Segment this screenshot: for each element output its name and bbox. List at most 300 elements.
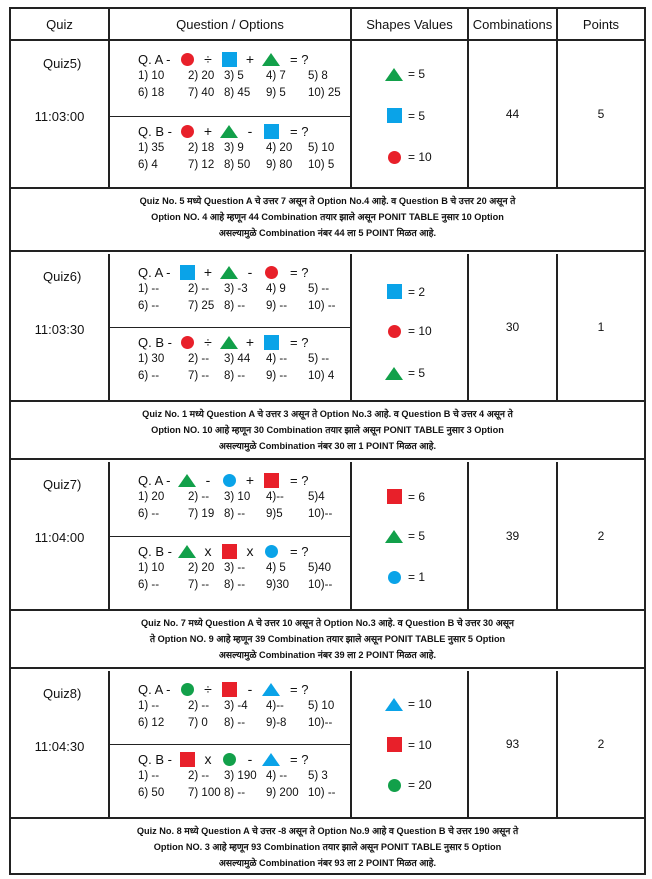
- shape-value-label: = 5: [408, 366, 426, 380]
- equals-question: = ?: [290, 51, 309, 67]
- option-item: 9)30: [266, 579, 290, 591]
- green-triangle-icon: [385, 367, 403, 380]
- shape-value: [384, 737, 432, 752]
- red-square-icon: [387, 489, 402, 504]
- option-item: 7) 25: [188, 300, 215, 312]
- expression-shape: [218, 682, 240, 697]
- shape-value-icon-wrap: [384, 68, 404, 81]
- question-b: [138, 121, 350, 175]
- note-line: असल्यामुळे Combination नंबर 30 ला 1 POINT मिळत आहे.: [218, 441, 437, 451]
- explanation-note: [11, 189, 644, 252]
- option-item: 2) --: [188, 283, 210, 295]
- question-b: [138, 332, 350, 386]
- blue-square-icon: [264, 335, 279, 350]
- shape-value: [384, 570, 425, 584]
- shape-value-label: = 1: [408, 570, 426, 584]
- question-divider: [110, 327, 350, 328]
- red-square-icon: [264, 473, 279, 488]
- shape-value-icon-wrap: [384, 779, 404, 792]
- option-item: 3) -3: [224, 283, 248, 295]
- blue-square-icon: [264, 124, 279, 139]
- option-item: 3) -4: [224, 700, 248, 712]
- expression-shape: [176, 336, 198, 349]
- combination-value: 44: [469, 41, 558, 187]
- question-label: Q. A -: [138, 681, 171, 697]
- option-item: 6) --: [138, 508, 160, 520]
- explanation-note: [11, 611, 644, 669]
- option-item: 3) --: [224, 562, 246, 574]
- option-item: 9)5: [266, 508, 283, 520]
- points-value: 1: [597, 320, 605, 334]
- option-item: 1) 10: [138, 70, 165, 82]
- options-row: [138, 158, 350, 175]
- option-item: 5) 8: [308, 70, 328, 82]
- operator: +: [245, 51, 255, 67]
- header-shapes-values: Shapes Values: [352, 9, 469, 39]
- options-row: [138, 699, 350, 716]
- option-item: 4) 20: [266, 142, 293, 154]
- quiz-time: 11:04:30: [34, 739, 85, 754]
- note-line: ते Option NO. 9 आहे म्हणून 39 Combination तयार झाले असून PONIT TABLE नुसार 5 Option: [149, 634, 506, 644]
- question-divider: [110, 744, 350, 745]
- header-combinations: Combinations: [469, 9, 558, 39]
- shape-value: [384, 67, 425, 81]
- shape-value: [384, 150, 432, 164]
- blue-triangle-icon: [262, 683, 280, 696]
- option-item: 5) 10: [308, 142, 335, 154]
- question-b: [138, 541, 350, 595]
- note-line: असल्यामुळे Combination नंबर 93 ला 2 POINT मिळत आहे.: [218, 858, 437, 868]
- option-item: 10) --: [308, 300, 336, 312]
- header-points: Points: [582, 16, 620, 32]
- red-circle-icon: [181, 53, 194, 66]
- operator: -: [247, 123, 253, 139]
- options-row: [138, 141, 350, 158]
- expression-shape: [260, 124, 282, 139]
- note-line: Option NO. 3 आहे म्हणून 93 Combination तयार झाले असून PONIT TABLE नुसार 5 Option: [153, 842, 502, 852]
- operator: -: [247, 264, 253, 280]
- option-item: 8) 45: [224, 87, 251, 99]
- expression-shape: [218, 474, 240, 487]
- points-value: 2: [597, 737, 605, 751]
- red-square-icon: [180, 752, 195, 767]
- options-row: [138, 786, 350, 803]
- expression-shape: [218, 266, 240, 279]
- expression-shape: [176, 125, 198, 138]
- operator: +: [203, 264, 213, 280]
- option-item: 9) --: [266, 300, 288, 312]
- expression-shape: [260, 753, 282, 766]
- expression-shape: [260, 473, 282, 488]
- option-item: 6) 12: [138, 717, 165, 729]
- expression-shape: [176, 545, 198, 558]
- question-divider: [110, 116, 350, 117]
- operator: -: [247, 681, 253, 697]
- question-expression: [176, 751, 282, 767]
- shape-value: [384, 366, 425, 380]
- shape-value-label: = 2: [408, 284, 426, 299]
- question-label: Q. A -: [138, 472, 171, 488]
- equals-question: = ?: [290, 334, 309, 350]
- options-row: [138, 769, 350, 786]
- option-item: 6) 4: [138, 159, 158, 171]
- shapes-values-cell: [352, 671, 469, 817]
- red-circle-icon: [388, 325, 401, 338]
- option-item: 7) 0: [188, 717, 208, 729]
- expression-shape: [176, 474, 198, 487]
- expression-shape: [218, 125, 240, 138]
- explanation-note: [11, 819, 644, 873]
- option-item: 10) 5: [308, 159, 335, 171]
- option-item: 8) --: [224, 300, 246, 312]
- question-b: [138, 749, 350, 803]
- note-line: Option NO. 4 आहे म्हणून 44 Combination तयार झाले असून PONIT TABLE नुसार 10 Option: [151, 212, 504, 222]
- option-item: 6) 50: [138, 787, 165, 799]
- question-a: [138, 49, 350, 103]
- question-expression-line: [138, 121, 350, 141]
- quiz-name: Quiz7): [43, 477, 82, 492]
- option-item: 10) 25: [308, 87, 341, 99]
- question-expression: [176, 543, 282, 559]
- operator: +: [245, 334, 255, 350]
- question-divider: [110, 536, 350, 537]
- operator: ÷: [204, 51, 212, 67]
- option-item: 7) 100: [188, 787, 221, 799]
- question-expression: [176, 334, 282, 350]
- operator: +: [203, 123, 213, 139]
- option-item: 7) 19: [188, 508, 215, 520]
- option-item: 9) 5: [266, 87, 286, 99]
- shape-value-label: = 5: [408, 67, 426, 81]
- red-circle-icon: [388, 151, 401, 164]
- question-expression-line: [138, 679, 350, 699]
- operator: x: [246, 543, 254, 559]
- option-item: 8) --: [224, 508, 246, 520]
- option-item: 9) --: [266, 370, 288, 382]
- quiz-cell: [11, 41, 110, 187]
- shape-value-icon-wrap: [384, 698, 404, 711]
- blue-triangle-icon: [385, 698, 403, 711]
- question-a: [138, 470, 350, 524]
- option-item: 2) 18: [188, 142, 215, 154]
- option-item: 4) 5: [266, 562, 286, 574]
- header-question-options: Question / Options: [110, 9, 352, 39]
- equals-question: = ?: [290, 264, 309, 280]
- operator: ÷: [204, 334, 212, 350]
- option-item: 5)4: [308, 491, 325, 503]
- blue-square-icon: [222, 52, 237, 67]
- shape-value-icon-wrap: [384, 530, 404, 543]
- option-item: 10) 4: [308, 370, 335, 382]
- expression-shape: [260, 335, 282, 350]
- option-item: 6) --: [138, 300, 160, 312]
- quiz-time: 11:04:00: [34, 530, 85, 545]
- shapes-values-cell: [352, 462, 469, 609]
- note-line: Quiz No. 5 मध्ये Question A चे उत्तर 7 असून ते Option No.4 आहे. व Question B चे उत्तर 20 असून ते: [139, 196, 516, 206]
- operator: -: [205, 472, 211, 488]
- question-a: [138, 262, 350, 316]
- quiz-row: [11, 41, 644, 189]
- blue-square-icon: [180, 265, 195, 280]
- option-item: 2) --: [188, 353, 210, 365]
- option-item: 1) 30: [138, 353, 165, 365]
- option-item: 6) --: [138, 579, 160, 591]
- expression-shape: [260, 53, 282, 66]
- option-item: 4)--: [266, 491, 284, 503]
- red-circle-icon: [265, 266, 278, 279]
- equals-question: = ?: [290, 681, 309, 697]
- expression-shape: [176, 752, 198, 767]
- shape-value-label: = 10: [408, 150, 432, 164]
- shapes-values-cell: [352, 41, 469, 187]
- expression-shape: [260, 266, 282, 279]
- operator: -: [247, 751, 253, 767]
- option-item: 5) 10: [308, 700, 335, 712]
- combination-value: 93: [469, 671, 558, 817]
- options-row: [138, 86, 350, 103]
- table-header: [11, 9, 644, 41]
- question-expression-line: [138, 262, 350, 282]
- blue-square-icon: [387, 108, 402, 123]
- green-triangle-icon: [220, 125, 238, 138]
- expression-shape: [218, 52, 240, 67]
- blue-circle-icon: [388, 571, 401, 584]
- operator: ÷: [204, 681, 212, 697]
- shape-value-icon-wrap: [384, 325, 404, 338]
- red-circle-icon: [181, 336, 194, 349]
- option-item: 2) --: [188, 491, 210, 503]
- expression-shape: [218, 336, 240, 349]
- quiz-name: Quiz5): [43, 56, 82, 71]
- operator: x: [204, 543, 212, 559]
- quiz-name: Quiz8): [43, 686, 82, 701]
- note-line: Quiz No. 1 मध्ये Question A चे उत्तर 3 असून ते Option No.3 आहे. व Question B चे उत्तर 4 असून ते: [142, 409, 513, 419]
- red-square-icon: [387, 737, 402, 752]
- quiz-cell: [11, 254, 110, 400]
- equals-question: = ?: [290, 543, 309, 559]
- quiz-cell: [11, 462, 110, 609]
- shape-value: [384, 284, 425, 299]
- option-item: 9) 80: [266, 159, 293, 171]
- expression-shape: [218, 544, 240, 559]
- option-item: 10) --: [308, 787, 336, 799]
- option-item: 4) 7: [266, 70, 286, 82]
- header-quiz: Quiz: [11, 9, 110, 39]
- option-item: 4) --: [266, 770, 288, 782]
- green-triangle-icon: [220, 266, 238, 279]
- equals-question: = ?: [290, 472, 309, 488]
- option-item: 10)--: [308, 508, 333, 520]
- option-item: 10)--: [308, 717, 333, 729]
- blue-square-icon: [387, 284, 402, 299]
- option-item: 8) --: [224, 717, 246, 729]
- question-options-cell: [110, 462, 352, 609]
- question-label: Q. B -: [138, 123, 172, 139]
- option-item: 2) 20: [188, 562, 215, 574]
- option-item: 8) --: [224, 787, 246, 799]
- red-square-icon: [222, 544, 237, 559]
- expression-shape: [176, 683, 198, 696]
- option-item: 3) 44: [224, 353, 251, 365]
- question-label: Q. B -: [138, 543, 172, 559]
- shape-value-label: = 6: [408, 489, 426, 504]
- option-item: 3) 190: [224, 770, 257, 782]
- expression-shape: [176, 53, 198, 66]
- options-row: [138, 352, 350, 369]
- shape-value-label: = 20: [408, 778, 432, 792]
- question-options-cell: [110, 254, 352, 400]
- operator: +: [245, 472, 255, 488]
- blue-circle-icon: [265, 545, 278, 558]
- option-item: 5)40: [308, 562, 332, 574]
- green-circle-icon: [181, 683, 194, 696]
- combination-value: 39: [469, 462, 558, 609]
- options-row: [138, 299, 350, 316]
- shape-value-icon-wrap: [384, 367, 404, 380]
- blue-triangle-icon: [262, 753, 280, 766]
- expression-shape: [218, 753, 240, 766]
- shape-value-label: = 10: [408, 737, 432, 752]
- option-item: 5) --: [308, 283, 330, 295]
- option-item: 10)--: [308, 579, 333, 591]
- red-circle-icon: [181, 125, 194, 138]
- green-triangle-icon: [178, 474, 196, 487]
- option-item: 9)-8: [266, 717, 287, 729]
- shape-value: [384, 778, 432, 792]
- green-triangle-icon: [220, 336, 238, 349]
- note-line: असल्यामुळे Combination नंबर 44 ला 5 POINT मिळत आहे.: [218, 228, 437, 238]
- equals-question: = ?: [290, 751, 309, 767]
- green-triangle-icon: [385, 530, 403, 543]
- options-row: [138, 561, 350, 578]
- explanation-note: [11, 402, 644, 460]
- expression-shape: [260, 545, 282, 558]
- shape-value-label: = 5: [408, 529, 426, 543]
- shape-value: [384, 697, 432, 711]
- question-expression: [176, 681, 282, 697]
- question-label: Q. A -: [138, 51, 171, 67]
- shape-value: [384, 489, 425, 504]
- shape-value-icon-wrap: [384, 737, 404, 752]
- shape-value: [384, 108, 425, 123]
- shape-value-icon-wrap: [384, 489, 404, 504]
- option-item: 1) --: [138, 770, 160, 782]
- equals-question: = ?: [290, 123, 309, 139]
- options-row: [138, 716, 350, 733]
- shapes-values-cell: [352, 254, 469, 400]
- question-expression: [176, 123, 282, 139]
- option-item: 4) --: [266, 353, 288, 365]
- option-item: 2) --: [188, 700, 210, 712]
- shape-value: [384, 324, 432, 338]
- question-a: [138, 679, 350, 733]
- note-line: Quiz No. 7 मध्ये Question A चे उत्तर 10 असून ते Option No.3 आहे. व Question B चे उत्तर 30 असून: [140, 618, 515, 628]
- results-table: [9, 7, 646, 875]
- option-item: 8) --: [224, 370, 246, 382]
- quiz-row: [11, 671, 644, 819]
- option-item: 3) 5: [224, 70, 244, 82]
- question-expression-line: [138, 470, 350, 490]
- shape-value-icon-wrap: [384, 284, 404, 299]
- question-label: Q. B -: [138, 751, 172, 767]
- question-expression-line: [138, 541, 350, 561]
- option-item: 2) 20: [188, 70, 215, 82]
- question-options-cell: [110, 41, 352, 187]
- option-item: 9) 200: [266, 787, 299, 799]
- option-item: 7) 12: [188, 159, 215, 171]
- green-triangle-icon: [262, 53, 280, 66]
- option-item: 8) 50: [224, 159, 251, 171]
- quiz-row: [11, 462, 644, 611]
- shape-value-icon-wrap: [384, 108, 404, 123]
- option-item: 2) --: [188, 770, 210, 782]
- question-label: Q. A -: [138, 264, 171, 280]
- option-item: 3) 10: [224, 491, 251, 503]
- question-expression: [176, 264, 282, 280]
- option-item: 1) 20: [138, 491, 165, 503]
- question-expression: [176, 472, 282, 488]
- option-item: 5) 3: [308, 770, 328, 782]
- option-item: 6) 18: [138, 87, 165, 99]
- option-item: 3) 9: [224, 142, 244, 154]
- option-item: 4) 9: [266, 283, 286, 295]
- option-item: 7) --: [188, 370, 210, 382]
- question-expression-line: [138, 49, 350, 69]
- green-circle-icon: [223, 753, 236, 766]
- option-item: 7) --: [188, 579, 210, 591]
- option-item: 8) --: [224, 579, 246, 591]
- options-row: [138, 490, 350, 507]
- note-line: Quiz No. 8 मध्ये Question A चे उत्तर -8 असून ते Option No.9 आहे व Question B चे उत्तर 190 असून ते: [136, 826, 519, 836]
- quiz-cell: [11, 671, 110, 817]
- quiz-time: 11:03:00: [34, 109, 85, 124]
- option-item: 4)--: [266, 700, 284, 712]
- expression-shape: [176, 265, 198, 280]
- question-expression-line: [138, 749, 350, 769]
- option-item: 1) --: [138, 700, 160, 712]
- option-item: 7) 40: [188, 87, 215, 99]
- options-row: [138, 369, 350, 386]
- option-item: 6) --: [138, 370, 160, 382]
- shape-value: [384, 529, 425, 543]
- points-value: 2: [597, 528, 605, 543]
- question-label: Q. B -: [138, 334, 172, 350]
- green-triangle-icon: [178, 545, 196, 558]
- operator: x: [204, 751, 212, 767]
- shape-value-label: = 10: [408, 697, 432, 711]
- option-item: 1) 35: [138, 142, 165, 154]
- options-row: [138, 69, 350, 86]
- combination-value: 30: [469, 254, 558, 400]
- options-row: [138, 282, 350, 299]
- note-line: असल्यामुळे Combination नंबर 39 ला 2 POINT मिळत आहे.: [218, 650, 437, 660]
- question-expression: [176, 51, 282, 67]
- green-circle-icon: [388, 779, 401, 792]
- question-options-cell: [110, 671, 352, 817]
- shape-value-label: = 10: [408, 324, 432, 338]
- red-square-icon: [222, 682, 237, 697]
- option-item: 1) 10: [138, 562, 165, 574]
- quiz-name: Quiz6): [43, 269, 82, 284]
- blue-circle-icon: [223, 474, 236, 487]
- green-triangle-icon: [385, 68, 403, 81]
- question-expression-line: [138, 332, 350, 352]
- shape-value-label: = 5: [408, 108, 426, 123]
- expression-shape: [260, 683, 282, 696]
- shape-value-icon-wrap: [384, 151, 404, 164]
- options-row: [138, 507, 350, 524]
- quiz-time: 11:03:30: [34, 322, 85, 337]
